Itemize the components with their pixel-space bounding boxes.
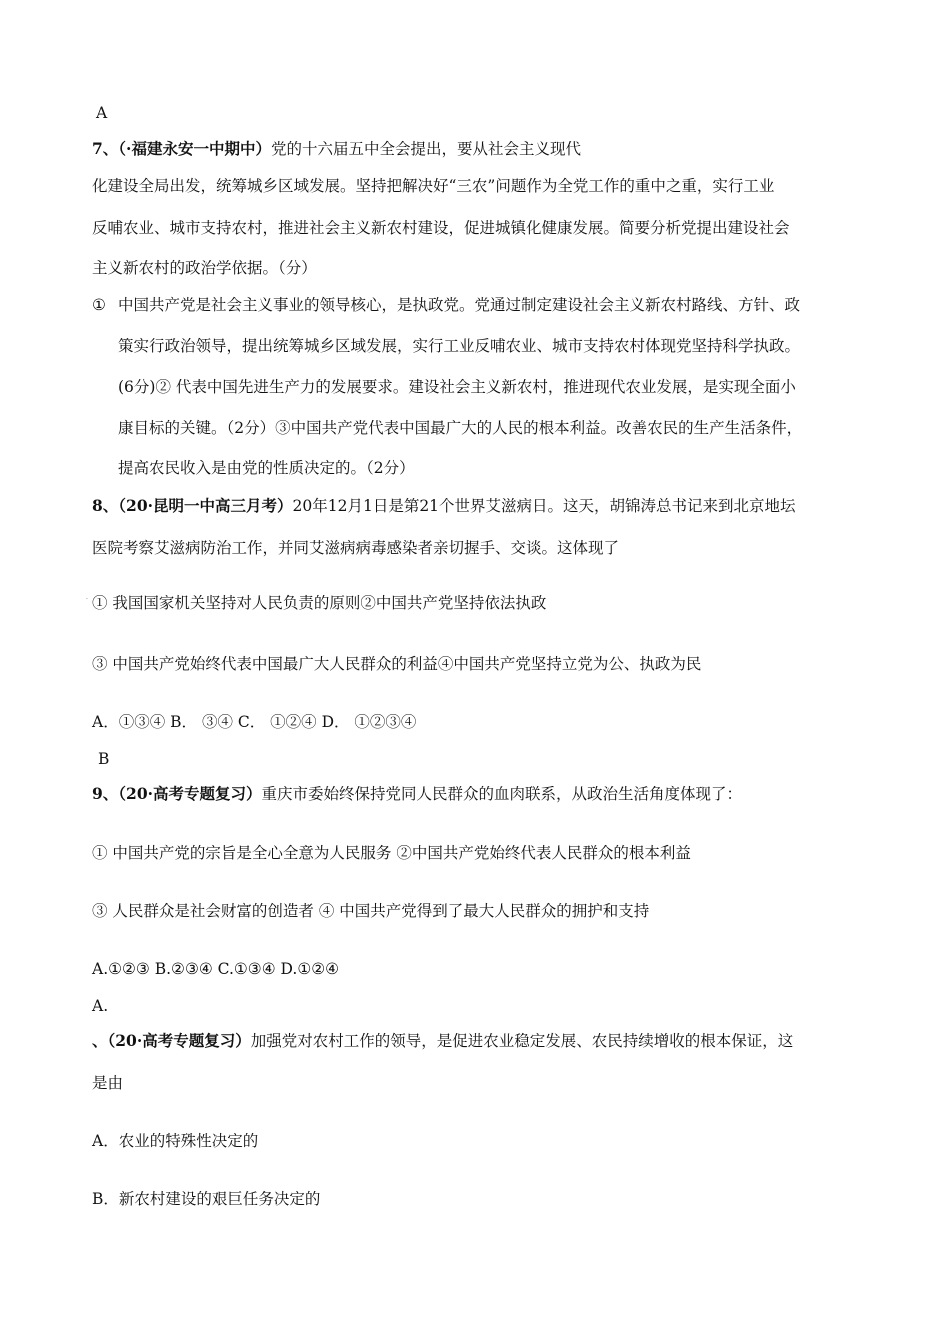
question-7-number: 7、 xyxy=(92,139,119,158)
question-9-source: （20·高考专题复习） xyxy=(118,784,262,803)
question-8-answer: B xyxy=(98,750,110,768)
question-7-answer-line-1: 中国共产党是社会主义事业的领导核心，是执政党。党通过制定建设社会主义新农村路线、方针、政 xyxy=(118,296,801,314)
question-10-option-b: B．新农村建设的艰巨任务决定的 xyxy=(92,1190,321,1208)
question-7-line-2: 化建设全局出发，统筹城乡区域发展。坚持把解决好“三农”问题作为全党工作的重中之重，实行工业 xyxy=(92,177,775,195)
question-10-option-a: A．农业的特殊性决定的 xyxy=(92,1132,259,1150)
question-8-line-2: 医院考察艾滋病防治工作，并同艾滋病病毒感染者亲切握手、交谈。这体现了 xyxy=(92,539,620,557)
underline-mark: · xyxy=(86,596,88,603)
question-7-answer-marker: ① xyxy=(92,296,106,314)
question-10-header xyxy=(92,1031,793,1051)
question-8-choices: A．①③④ B． ③④ C． ①②④ D． ①②③④ xyxy=(92,713,417,731)
question-8-line-1: 20年12月1日是第21个世界艾滋病日。这天，胡锦涛总书记来到北京地坛 xyxy=(292,497,796,515)
question-8-option-1: ① 我国国家机关坚持对人民负责的原则②中国共产党坚持依法执政 xyxy=(92,594,547,612)
question-9-header xyxy=(92,784,742,804)
question-7-answer-line-4: 康目标的关键。（2分）③中国共产党代表中国最广大的人民的根本利益。改善农民的生产生活条件， xyxy=(118,419,803,437)
question-9-choices: A.①②③ B.②③④ C.①③④ D.①②④ xyxy=(92,960,340,978)
question-9-line-1: 重庆市委始终保持党同人民群众的血肉联系，从政治生活角度体现了： xyxy=(261,785,743,803)
question-10-line-2: 是由 xyxy=(92,1074,124,1092)
question-9-option-2: ③ 人民群众是社会财富的创造者 ④ 中国共产党得到了最大人民群众的拥护和支持 xyxy=(92,902,650,920)
answer-6: A xyxy=(96,104,108,122)
question-9-number: 9、 xyxy=(92,784,119,803)
question-8-number: 8、 xyxy=(92,496,119,515)
question-7-line-4: 主义新农村的政治学依据。（分） xyxy=(92,259,317,277)
question-8-header xyxy=(92,496,796,516)
question-8-source: （20·昆明一中高三月考） xyxy=(118,496,293,515)
question-10-number: 、 xyxy=(92,1031,108,1050)
question-8-option-2: ③ 中国共产党始终代表中国最广大人民群众的利益④中国共产党坚持立党为公、执政为民 xyxy=(92,655,702,673)
question-7-source: （·福建永安一中期中） xyxy=(118,139,271,158)
question-9-answer: A. xyxy=(92,997,109,1015)
question-7-header xyxy=(92,139,581,159)
question-9-option-1: ① 中国共产党的宗旨是全心全意为人民服务 ②中国共产党始终代表人民群众的根本利益 xyxy=(92,844,691,862)
question-7-answer-line-3: (6分)② 代表中国先进生产力的发展要求。建设社会主义新农村，推进现代农业发展，是实现全面小 xyxy=(118,378,796,396)
question-7-answer-line-2: 策实行政治领导，提出统筹城乡区域发展，实行工业反哺农业、城市支持农村体现党坚持科学执政。 xyxy=(118,337,801,355)
question-7-line-1: 党的十六届五中全会提出，要从社会主义现代 xyxy=(270,140,581,158)
question-7-line-3: 反哺农业、城市支持农村，推进社会主义新农村建设，促进城镇化健康发展。简要分析党提出建设社会 xyxy=(92,219,790,237)
question-7-answer-line-5: 提高农民收入是由党的性质决定的。（2分） xyxy=(118,459,415,477)
question-10-line-1: 加强党对农村工作的领导，是促进农业稳定发展、农民持续增收的根本保证，这 xyxy=(250,1032,794,1050)
question-10-source: （20·高考专题复习） xyxy=(107,1031,251,1050)
